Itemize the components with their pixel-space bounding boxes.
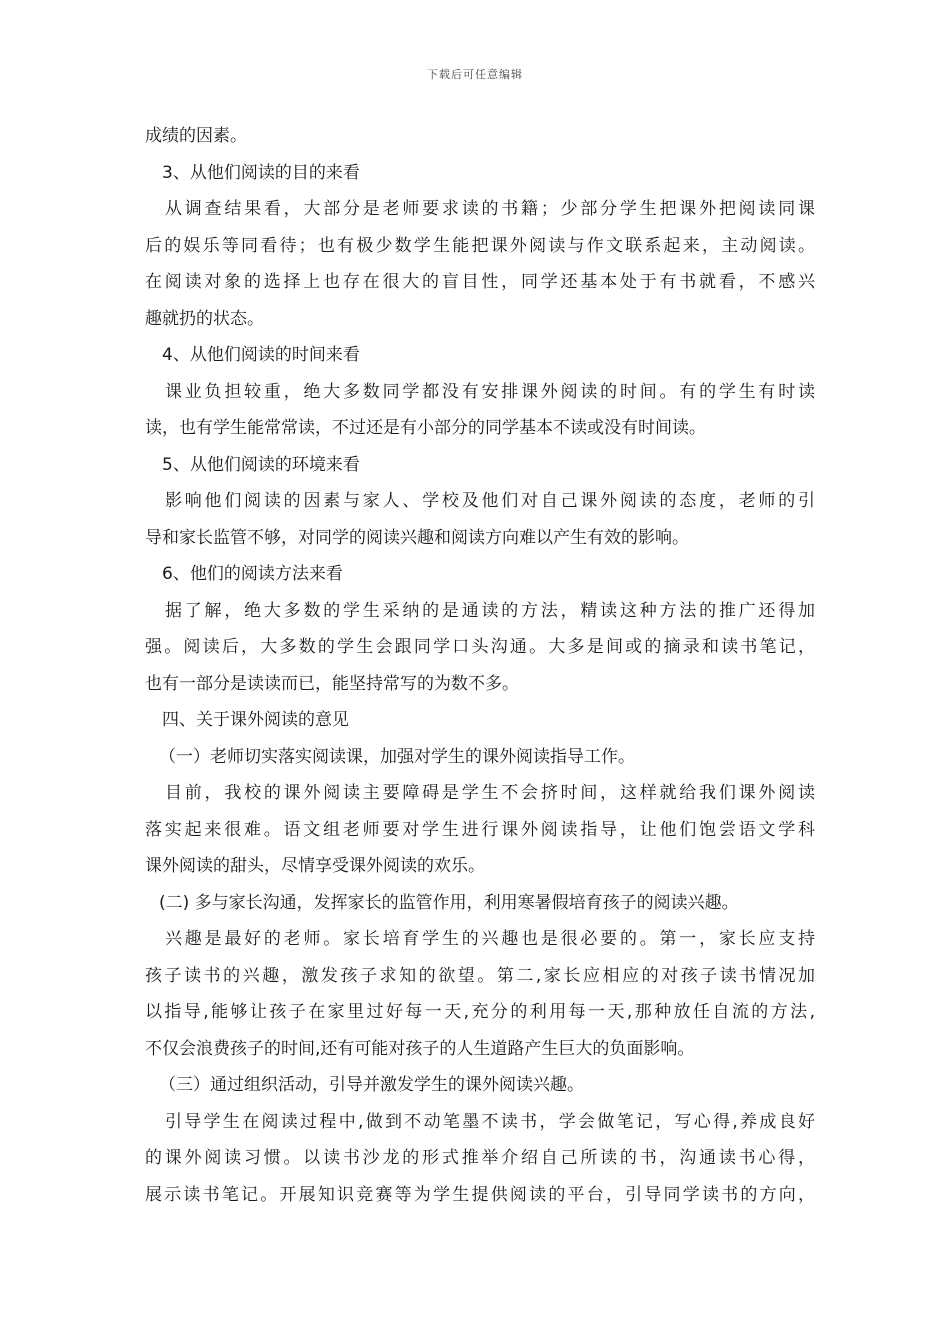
text-line: 趣就扔的状态。 [145,308,264,329]
text-line: 展示读书笔记。开展知识竞赛等为学生提供阅读的平台，引导同学读书的方向， [145,1184,815,1205]
body-text [145,118,815,1213]
section-heading: 四、关于课外阅读的意见 [162,710,349,730]
text-line: 据了解，绝大多数的学生采纳的是通读的方法，精读这种方法的推广还得加 [165,600,815,621]
text-line: 落实起来很难。语文组老师要对学生进行课外阅读指导，让他们饱尝语文学科 [145,819,815,840]
text-line: 兴趣是最好的老师。家长培育学生的兴趣也是很必要的。第一，家长应支持 [165,929,815,949]
text-line: 的课外阅读习惯。以读书沙龙的形式推举介绍自己所读的书，沟通读书心得， [145,1148,815,1168]
text-line: 强。阅读后，大多数的学生会跟同学口头沟通。大多是间或的摘录和读书笔记， [145,637,815,657]
text-line: 课外阅读的甜头，尽情享受课外阅读的欢乐。 [145,856,485,876]
text-line: 后的娱乐等同看待；也有极少数学生能把课外阅读与作文联系起来，主动阅读。 [145,235,815,256]
text-line: 读，也有学生能常常读，不过还是有小部分的同学基本不读或没有时间读。 [145,418,706,438]
text-line: 引导学生在阅读过程中,做到不动笔墨不读书，学会做笔记，写心得,养成良好 [165,1111,815,1132]
subsection-heading: （一）老师切实落实阅读课，加强对学生的课外阅读指导工作。 [159,746,635,767]
text-line: 成绩的因素。 [145,126,247,146]
section-heading: 5、从他们阅读的环境来看 [162,454,360,475]
subsection-heading: （三）通过组织活动，引导并激发学生的课外阅读兴趣。 [159,1075,584,1095]
text-line: 从调查结果看，大部分是老师要求读的书籍；少部分学生把课外把阅读同课 [165,199,815,219]
section-heading: 6、他们的阅读方法来看 [162,564,343,584]
page-header: 下载后可任意编辑 [427,68,523,81]
text-line: 目前，我校的课外阅读主要障碍是学生不会挤时间，这样就给我们课外阅读 [165,783,815,803]
section-heading: 3、从他们阅读的目的来看 [162,162,360,183]
text-line: 在阅读对象的选择上也存在很大的盲目性，同学还基本处于有书就看，不感兴 [145,272,815,292]
text-line: 也有一部分是读读而已，能坚持常写的为数不多。 [145,673,519,694]
text-line: 孩子读书的兴趣，激发孩子求知的欲望。第二,家长应相应的对孩子读书情况加 [145,965,815,986]
section-heading: 4、从他们阅读的时间来看 [162,345,360,365]
text-line: 影响他们阅读的因素与家人、学校及他们对自己课外阅读的态度，老师的引 [165,491,815,511]
text-line: 课业负担较重，绝大多数同学都没有安排课外阅读的时间。有的学生有时读 [165,381,815,402]
text-line: 不仅会浪费孩子的时间,还有可能对孩子的人生道路产生巨大的负面影响。 [145,1038,695,1059]
text-line: 导和家长监管不够，对同学的阅读兴趣和阅读方向难以产生有效的影响。 [145,527,689,548]
subsection-heading: (二) 多与家长沟通，发挥家长的监管作用，利用寒暑假培育孩子的阅读兴趣。 [159,892,739,913]
text-line: 以指导,能够让孩子在家里过好每一天,充分的利用每一天,那种放任自流的方法, [145,1002,815,1022]
